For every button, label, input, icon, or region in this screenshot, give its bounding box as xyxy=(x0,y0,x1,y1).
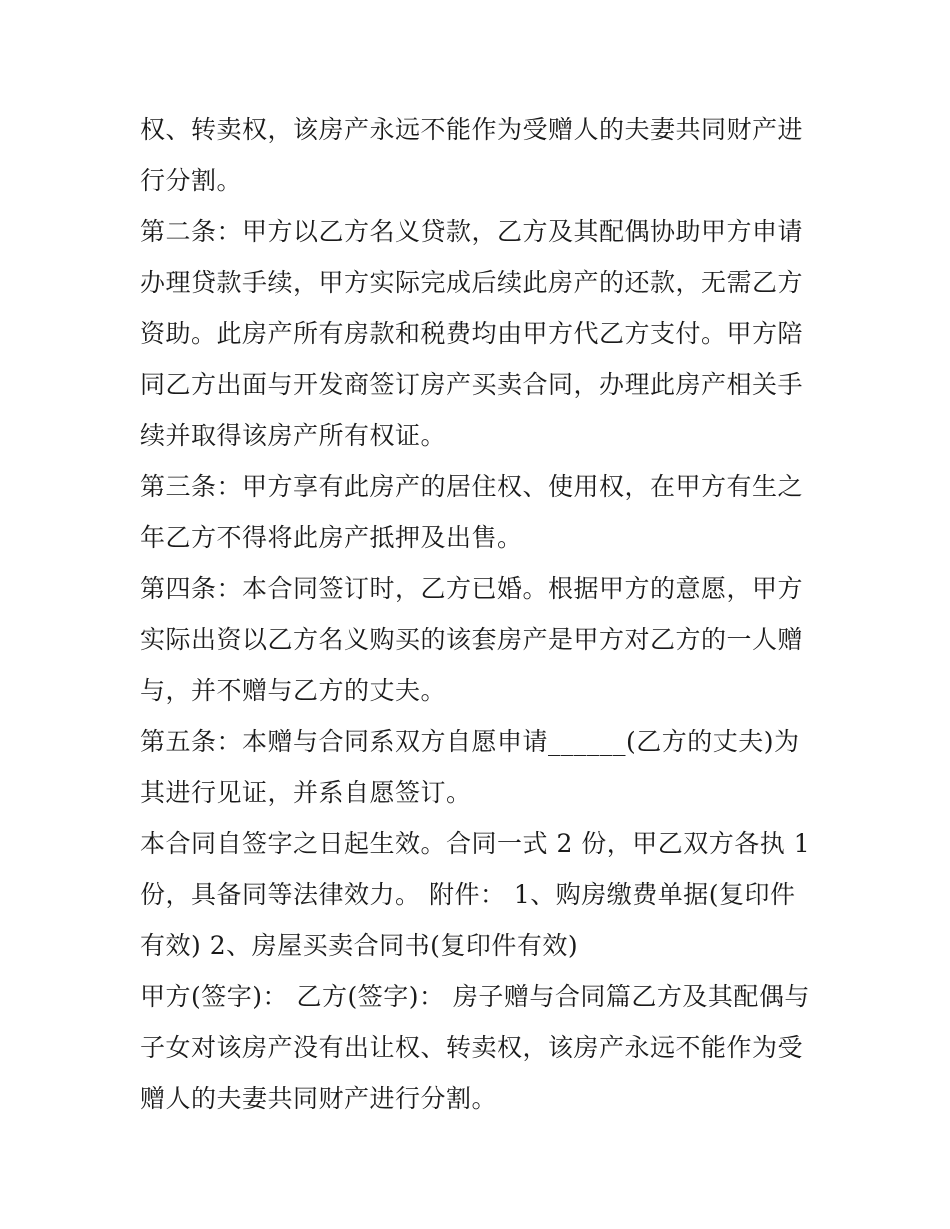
paragraph-article-2: 第二条：甲方以乙方名义贷款，乙方及其配偶协助甲方申请办理贷款手续，甲方实际完成后续此房产的还款，无需乙方资助。此房产所有房款和税费均由甲方代乙方支付。甲方陪同乙方出面与开发商签订房产买卖合同，办理此房产相关手续并取得该房产所有权证。 xyxy=(140,217,804,450)
paragraph-article-5: 第五条：本赠与合同系双方自愿申请______(乙方的丈夫)为其进行见证，并系自愿签订。 xyxy=(140,727,800,807)
document-body xyxy=(140,104,820,1124)
paragraph-signatures: 甲方(签字)： 乙方(签字)： 房子赠与合同篇乙方及其配偶与子女对该房产没有出让权、转卖权，该房产永远不能作为受赠人的夫妻共同财产进行分割。 xyxy=(140,982,810,1113)
paragraph-article-4: 第四条：本合同签订时，乙方已婚。根据甲方的意愿，甲方实际出资以乙方名义购买的该套房产是甲方对乙方的一人赠与，并不赠与乙方的丈夫。 xyxy=(140,574,804,705)
paragraph-effective-clause: 本合同自签字之日起生效。合同一式 2 份，甲乙双方各执 1 份，具备同等法律效力。 附件： 1、购房缴费单据(复印件有效) 2、房屋买卖合同书(复印件有效) xyxy=(140,829,811,960)
paragraph-article-3: 第三条：甲方享有此房产的居住权、使用权，在甲方有生之年乙方不得将此房产抵押及出售。 xyxy=(140,472,804,552)
paragraph-continuation: 权、转卖权，该房产永远不能作为受赠人的夫妻共同财产进行分割。 xyxy=(140,115,804,195)
